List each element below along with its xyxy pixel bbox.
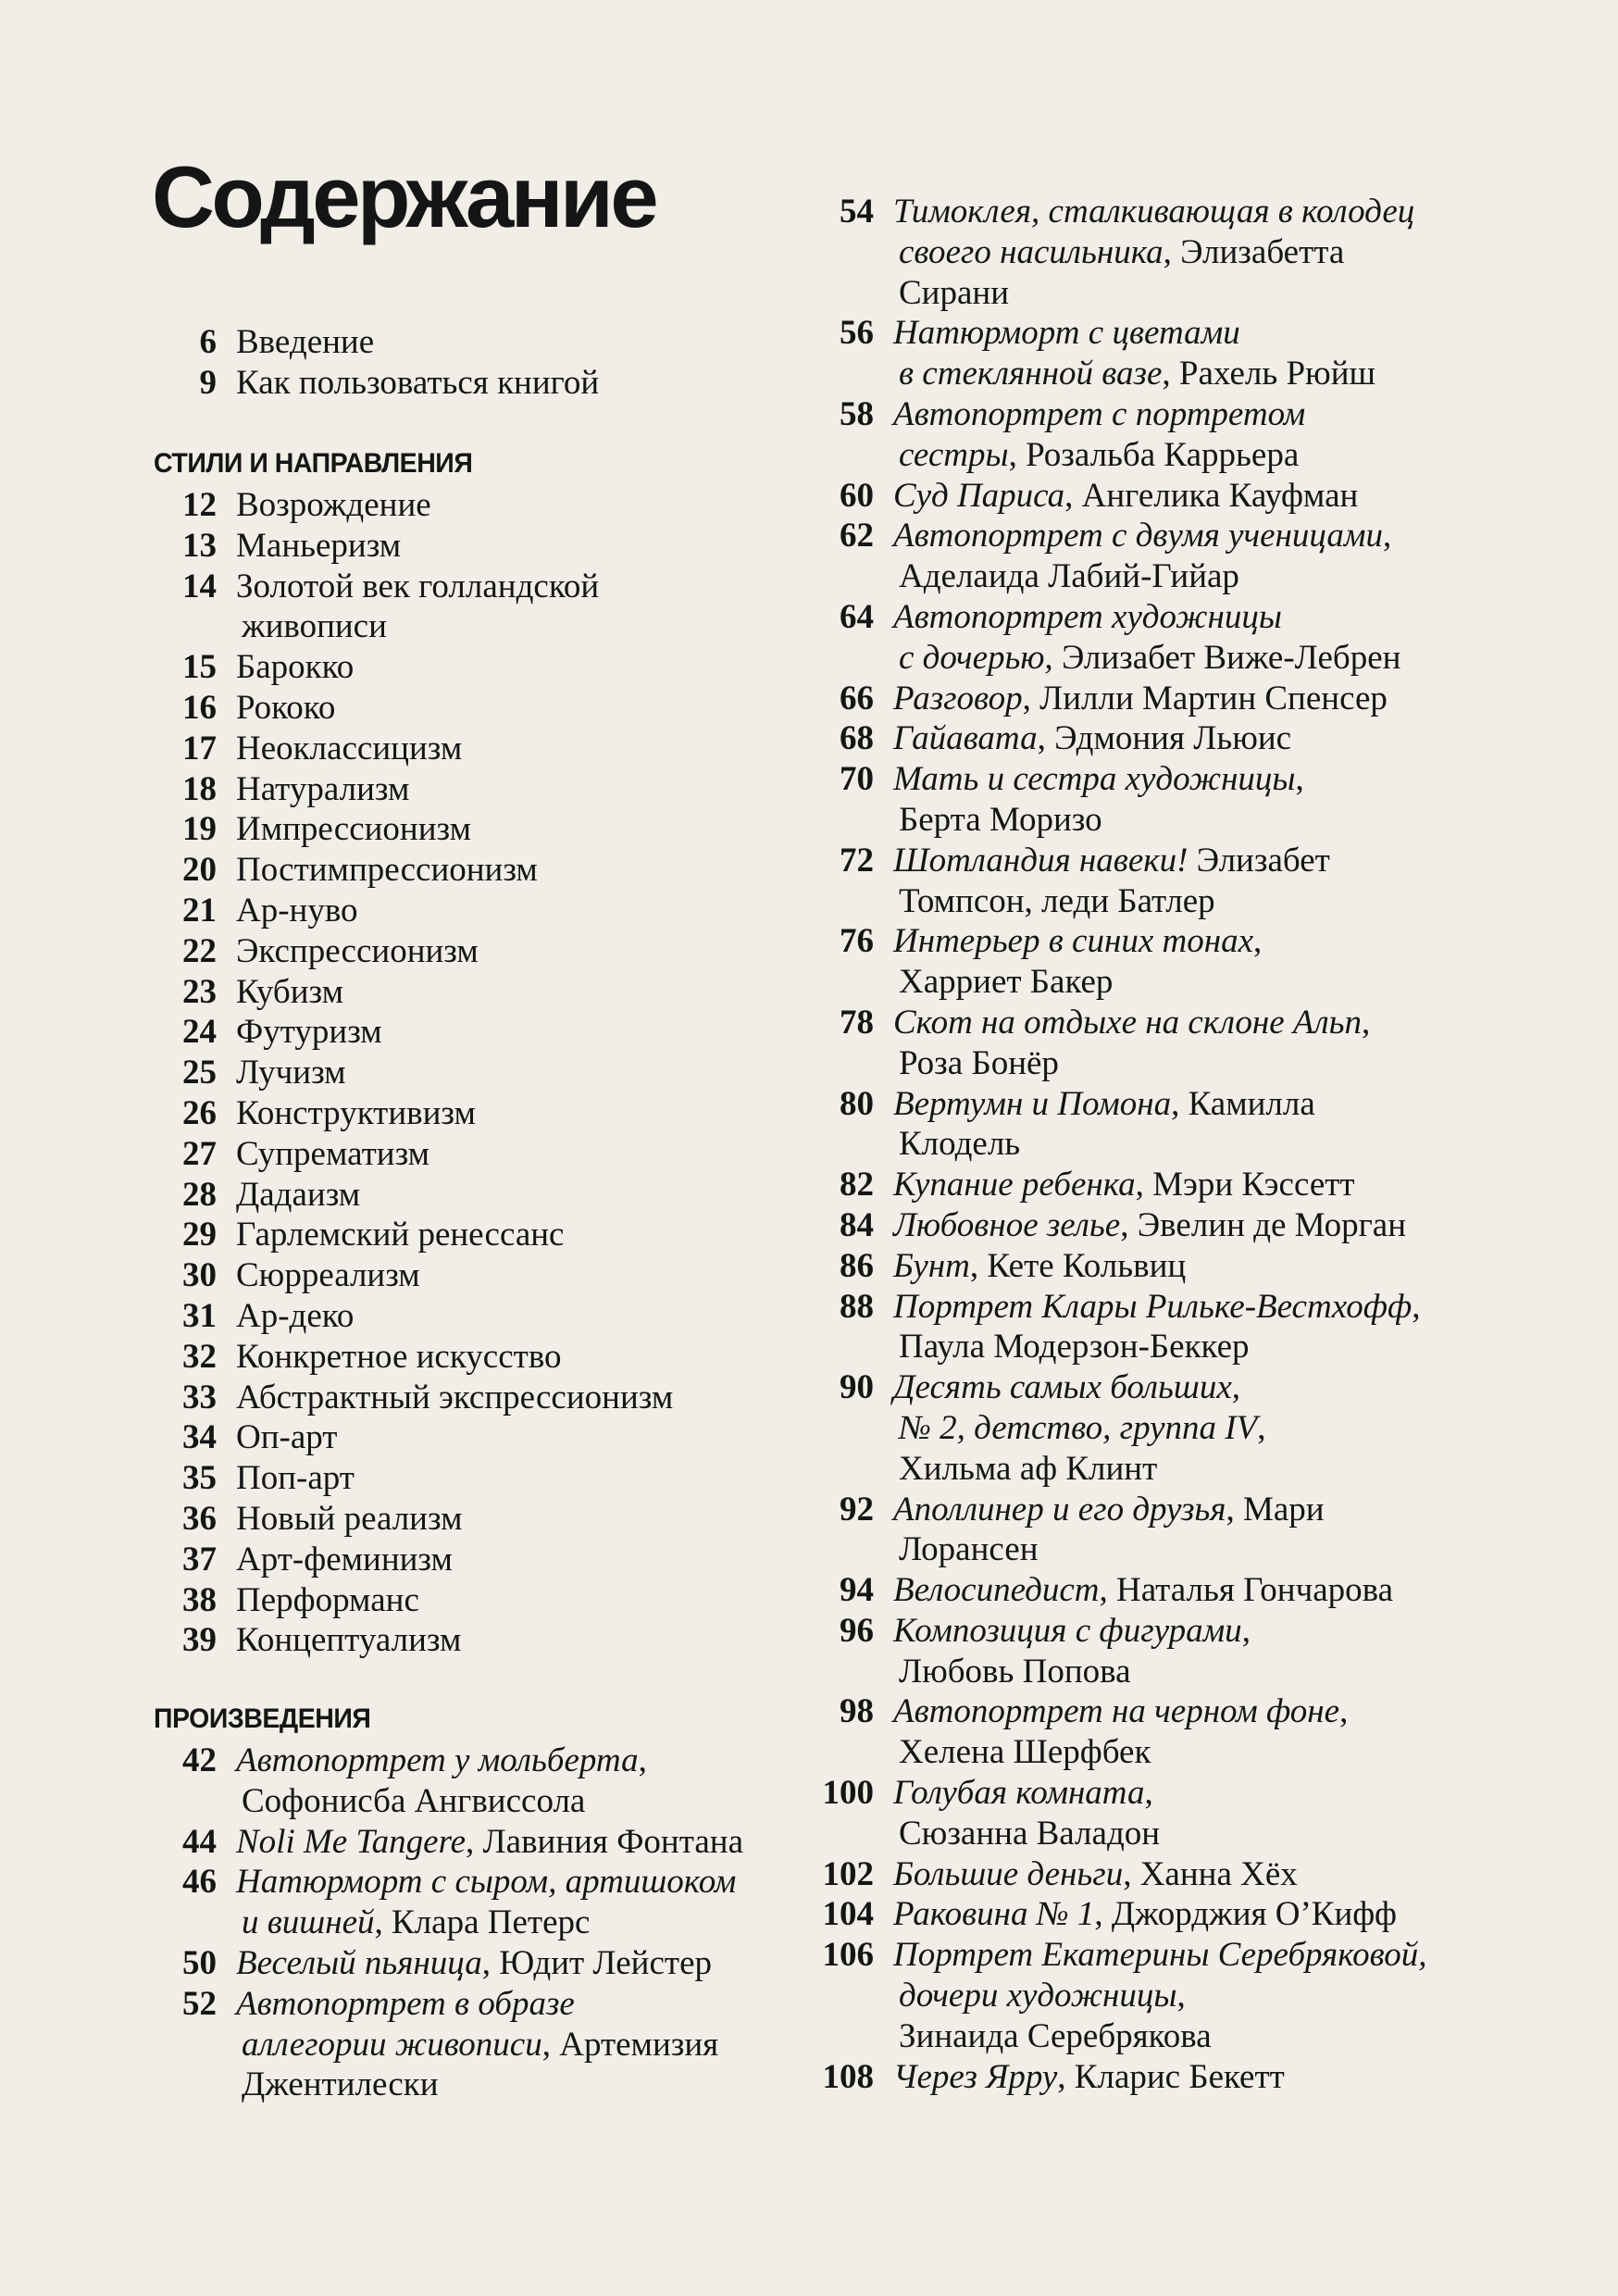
artwork-title: Бунт	[893, 1246, 970, 1285]
artwork-title: Натюрморт с сыром, артишоком	[236, 1863, 737, 1902]
toc-entry-continuation	[811, 354, 1426, 394]
toc-entry-continuation	[811, 638, 1426, 679]
page-number: 38	[182, 1580, 217, 1619]
toc-entry	[154, 1620, 673, 1661]
toc-entry-continuation	[154, 606, 673, 647]
artwork-title: Портрет Клары Рильке-Вестхофф	[893, 1287, 1413, 1326]
artwork-title: Автопортрет у мольберта	[236, 1741, 639, 1779]
page-number: 84	[840, 1205, 874, 1244]
entry-text: ,	[1257, 1408, 1266, 1447]
page-number: 25	[182, 1054, 217, 1092]
toc-entry	[811, 2057, 1426, 2098]
toc-entry-continuation	[811, 1652, 1426, 1692]
page-number: 21	[182, 891, 217, 930]
toc-entry	[154, 1822, 743, 1863]
page-number: 18	[182, 769, 217, 808]
entry-text: , Артемизия	[541, 2025, 719, 2064]
entry-text: Маньеризм	[236, 526, 402, 565]
toc-entry	[154, 809, 673, 850]
entry-text: Поп-арт	[236, 1459, 355, 1498]
artwork-title: Гайавата	[893, 719, 1038, 758]
entry-text: Рококо	[236, 688, 336, 727]
page-number: 17	[182, 729, 217, 767]
entry-text: Конструктивизм	[236, 1093, 476, 1132]
page-number: 72	[840, 841, 874, 880]
toc-entry	[154, 1862, 743, 1903]
toc-entry	[154, 1417, 673, 1458]
entry-text: Оп-арт	[236, 1418, 338, 1457]
toc-entry	[811, 1894, 1426, 1935]
page-number: 102	[822, 1854, 874, 1893]
artwork-title: Автопортрет с портретом	[893, 394, 1306, 433]
toc-entry	[154, 769, 673, 810]
page-number: 92	[840, 1490, 874, 1529]
page-number: 108	[822, 2057, 874, 2096]
entry-text: Как пользоваться книгой	[236, 363, 600, 402]
artwork-title: Автопортрет художницы	[893, 597, 1282, 636]
toc-entry	[811, 1611, 1426, 1652]
entry-text: ,	[1241, 1611, 1251, 1650]
entry-text: Новый реализм	[236, 1499, 463, 1538]
entry-text: Дадаизм	[236, 1175, 361, 1214]
page-number: 26	[182, 1093, 217, 1132]
artwork-title: № 2, детство, группа IV	[899, 1408, 1258, 1447]
artwork-title: сестры	[899, 435, 1009, 474]
entry-text: Ар-деко	[236, 1296, 355, 1335]
toc-entry-continuation	[811, 273, 1426, 314]
entry-text: ,	[638, 1741, 647, 1779]
entry-text: Харриет Бакер	[899, 963, 1114, 1002]
entry-text: Экспрессионизм	[236, 931, 479, 970]
entry-text: , Камилла	[1171, 1084, 1315, 1123]
entry-text: , Эвелин де Морган	[1120, 1205, 1406, 1244]
entry-text: , Мэри Кэссетт	[1135, 1166, 1355, 1204]
toc-entry	[811, 1205, 1426, 1246]
toc-entry	[811, 313, 1426, 354]
artwork-title: Купание ребенка	[893, 1166, 1136, 1204]
entry-text: Возрождение	[236, 486, 431, 524]
page-number: 34	[182, 1418, 217, 1457]
page-number: 37	[182, 1540, 217, 1578]
entry-text: Конкретное искусство	[236, 1337, 562, 1376]
entry-text: ,	[1382, 517, 1392, 555]
section-heading-works: ПРОИЗВЕДЕНИЯ	[154, 1703, 371, 1734]
entry-text: Паула Модерзон-Беккер	[899, 1328, 1250, 1366]
page-number: 80	[840, 1084, 874, 1123]
toc-entry	[154, 1175, 673, 1216]
artwork-title: Через Ярру	[893, 2057, 1058, 2096]
entry-text: , Розальба Каррьера	[1008, 435, 1300, 474]
artwork-title: своего насильника	[899, 232, 1164, 271]
artwork-title: Суд Париса	[893, 476, 1065, 515]
artwork-title: Голубая комната	[893, 1774, 1145, 1813]
page-number: 78	[840, 1003, 874, 1042]
toc-entry-continuation	[811, 1124, 1426, 1165]
page-number: 13	[182, 526, 217, 565]
page-number: 62	[840, 517, 874, 555]
artwork-title: Автопортрет на черном фоне	[893, 1692, 1340, 1731]
entry-text: , Кете Кольвиц	[969, 1246, 1187, 1285]
page-number: 16	[182, 688, 217, 727]
toc-entry-continuation	[811, 232, 1426, 273]
page-number: 82	[840, 1166, 874, 1204]
page-number: 54	[840, 193, 874, 231]
entry-text: Роза Бонёр	[899, 1043, 1059, 1082]
entry-text: ,	[1144, 1774, 1153, 1813]
toc-entry	[811, 192, 1426, 232]
page-number: 98	[840, 1692, 874, 1731]
entry-text: ,	[1253, 922, 1263, 961]
toc-entry	[154, 526, 673, 567]
entry-text: живописи	[242, 607, 387, 646]
toc-entry	[811, 1287, 1426, 1328]
toc-entry	[154, 1458, 673, 1499]
entry-text: , Наталья Гончарова	[1099, 1571, 1394, 1610]
entry-text: ,	[1362, 1003, 1371, 1042]
artwork-title: в стеклянной вазе	[899, 355, 1163, 393]
entry-text: Барокко	[236, 648, 355, 687]
artwork-title: Автопортрет с двумя ученицами	[893, 517, 1383, 555]
toc-entry	[154, 729, 673, 769]
toc-entry	[154, 1540, 673, 1580]
entry-text: ,	[1176, 1977, 1186, 2015]
toc-entry	[811, 1854, 1426, 1895]
page-number: 24	[182, 1013, 217, 1052]
entry-text: Введение	[236, 323, 375, 361]
artwork-title: Большие деньги	[893, 1854, 1124, 1893]
entry-text: ,	[1339, 1692, 1349, 1731]
entry-text: ,	[1295, 760, 1304, 799]
toc-entry-continuation	[811, 1043, 1426, 1084]
page-number: 76	[840, 922, 874, 961]
toc-entry	[154, 1984, 743, 2025]
artwork-title: Веселый пьяница	[236, 1943, 482, 1982]
toc-entry	[811, 394, 1426, 435]
artwork-title: Композиция с фигурами	[893, 1611, 1242, 1650]
toc-entry	[154, 1337, 673, 1378]
page-number: 29	[182, 1216, 217, 1254]
toc-entry	[154, 485, 673, 526]
artwork-title: Натюрморт с цветами	[893, 314, 1240, 353]
toc-entry-continuation	[811, 1529, 1426, 1570]
entry-text: Золотой век голландской	[236, 567, 600, 605]
entry-text: , Джорджия О’Кифф	[1094, 1895, 1398, 1934]
artwork-title: Портрет Екатерины Серебряковой,	[893, 1936, 1427, 1975]
entry-text: , Ангелика Кауфман	[1064, 476, 1359, 515]
page-number: 20	[182, 851, 217, 890]
artwork-title: Десять самых больших,	[893, 1368, 1240, 1407]
toc-entry	[811, 1773, 1426, 1814]
entry-text: , Кларис Бекетт	[1057, 2057, 1285, 2096]
toc-entry	[154, 688, 673, 729]
toc-entry	[811, 921, 1426, 962]
toc-entry	[811, 1246, 1426, 1287]
page-number: 32	[182, 1337, 217, 1376]
page-number: 104	[822, 1895, 874, 1934]
entry-text: Джентилески	[242, 2065, 439, 2104]
toc-entry-continuation	[811, 962, 1426, 1003]
entry-text: Арт-феминизм	[236, 1540, 453, 1578]
entry-text: Зинаида Серебрякова	[899, 2016, 1212, 2055]
page-number: 19	[182, 810, 217, 849]
toc-entry	[154, 1378, 673, 1418]
artwork-title: Велосипедист	[893, 1571, 1100, 1610]
page-number: 88	[840, 1287, 874, 1326]
toc-entry	[154, 363, 599, 404]
works-list-left	[154, 1741, 743, 2105]
toc-entry-continuation	[811, 800, 1426, 841]
toc-entry	[811, 1367, 1426, 1408]
entry-text: , Рахель Рюйш	[1162, 355, 1375, 393]
toc-entry	[811, 1490, 1426, 1530]
page-number: 27	[182, 1134, 217, 1173]
toc-entry-continuation	[811, 556, 1426, 597]
artwork-title: Noli Me Tangere	[236, 1822, 467, 1861]
page-number: 36	[182, 1499, 217, 1538]
toc-entry-continuation	[154, 2025, 743, 2065]
entry-text: Хелена Шерфбек	[899, 1733, 1151, 1772]
toc-entry-continuation	[811, 1449, 1426, 1490]
page-number: 28	[182, 1175, 217, 1214]
page-number: 12	[182, 486, 217, 524]
toc-entry	[811, 841, 1426, 881]
entry-text: Любовь Попова	[899, 1652, 1131, 1691]
page-number: 9	[199, 363, 217, 402]
toc-entry	[154, 972, 673, 1013]
entry-text: Концептуализм	[236, 1621, 462, 1660]
entry-text: Постимпрессионизм	[236, 851, 538, 890]
entry-text: , Лавиния Фонтана	[466, 1822, 744, 1861]
entry-text: Аделаида Лабий-Гийар	[899, 557, 1239, 596]
entry-text: Хильма аф Клинт	[899, 1449, 1158, 1488]
entry-text: Томпсон, леди Батлер	[899, 881, 1215, 920]
page-number: 100	[822, 1774, 874, 1813]
artwork-title: Разговор	[893, 679, 1023, 718]
page-number: 68	[840, 719, 874, 758]
artwork-title: Раковина № 1	[893, 1895, 1095, 1934]
toc-entry	[811, 476, 1426, 517]
page-number: 30	[182, 1256, 217, 1295]
page-number: 58	[840, 394, 874, 433]
toc-entry	[154, 1741, 743, 1781]
entry-text: , Ханна Хёх	[1123, 1854, 1298, 1893]
artwork-title: Автопортрет в образе	[236, 1984, 575, 2023]
toc-entry	[154, 891, 673, 931]
entry-text: Абстрактный экспрессионизм	[236, 1378, 674, 1416]
toc-entry	[811, 718, 1426, 759]
artwork-title: Мать и сестра художницы	[893, 760, 1296, 799]
page-number: 14	[182, 567, 217, 605]
toc-entry	[811, 1691, 1426, 1732]
entry-text: Кубизм	[236, 972, 344, 1011]
page-number: 46	[182, 1863, 217, 1902]
toc-entry	[154, 1255, 673, 1296]
page-number: 66	[840, 679, 874, 718]
entry-text: Лучизм	[236, 1054, 346, 1092]
page-number: 31	[182, 1296, 217, 1335]
entry-text: , Лилли Мартин Спенсер	[1022, 679, 1388, 718]
page-number: 60	[840, 476, 874, 515]
page-number: 106	[822, 1936, 874, 1975]
toc-entry	[154, 1093, 673, 1134]
toc-entry	[154, 1580, 673, 1621]
entry-text: Футуризм	[236, 1013, 382, 1052]
section-heading-styles: СТИЛИ И НАПРАВЛЕНИЯ	[154, 448, 473, 479]
toc-entry	[811, 597, 1426, 638]
entry-text: , Клара Петерс	[374, 1903, 591, 1942]
entry-text: Ар-нуво	[236, 891, 358, 930]
entry-text: Натурализм	[236, 769, 410, 808]
page-number: 33	[182, 1378, 217, 1416]
artwork-title: Шотландия навеки!	[893, 841, 1189, 880]
toc-entry	[154, 1943, 743, 1984]
page-number: 15	[182, 648, 217, 687]
entry-text: , Мари	[1226, 1490, 1325, 1529]
artwork-title: Вертумн и Помона	[893, 1084, 1172, 1123]
page-number: 50	[182, 1943, 217, 1982]
toc-entry-continuation	[811, 881, 1426, 922]
entry-text: Лорансен	[899, 1530, 1039, 1569]
toc-entry	[154, 647, 673, 688]
toc-entry	[154, 1215, 673, 1255]
page-number: 42	[182, 1741, 217, 1779]
artwork-title: Любовное зелье	[893, 1205, 1121, 1244]
works-list-right	[811, 192, 1426, 2097]
artwork-title: с дочерью,	[899, 638, 1053, 677]
page-number: 90	[840, 1368, 874, 1407]
page-number: 52	[182, 1984, 217, 2023]
toc-entry-continuation	[811, 1732, 1426, 1773]
entry-text: , Элизабетта	[1163, 232, 1345, 271]
toc-entry	[154, 850, 673, 891]
toc-entry	[811, 1165, 1426, 1205]
toc-entry-continuation	[154, 1903, 743, 1943]
entry-text: Клодель	[899, 1125, 1021, 1164]
toc-entry	[811, 759, 1426, 800]
toc-entry-continuation	[811, 1976, 1426, 2016]
artwork-title: Аполлинер и его друзья	[893, 1490, 1226, 1529]
toc-entry	[154, 1012, 673, 1053]
artwork-title: Тимоклея, сталкивающая в колодец	[893, 193, 1415, 231]
toc-entry-continuation	[154, 2065, 743, 2105]
entry-text: ,	[1412, 1287, 1421, 1326]
toc-entry	[154, 1499, 673, 1540]
page-number: 39	[182, 1621, 217, 1660]
page-number: 64	[840, 597, 874, 636]
entry-text: Сюрреализм	[236, 1256, 420, 1295]
artwork-title: дочери художницы	[899, 1977, 1177, 2015]
toc-entry-continuation	[154, 1781, 743, 1822]
toc-entry-continuation	[811, 1408, 1426, 1449]
page-number: 56	[840, 314, 874, 353]
toc-entry	[154, 931, 673, 972]
page-title: Содержание	[152, 148, 656, 245]
artwork-title: и вишней	[242, 1903, 375, 1942]
entry-text: Элизабет	[1188, 841, 1330, 880]
toc-entry	[811, 679, 1426, 719]
page-number: 96	[840, 1611, 874, 1650]
entry-text: Импрессионизм	[236, 810, 472, 849]
page-number: 94	[840, 1571, 874, 1610]
toc-entry-continuation	[811, 435, 1426, 476]
entry-text: , Юдит Лейстер	[481, 1943, 712, 1982]
page-number: 70	[840, 760, 874, 799]
entry-text: Перформанс	[236, 1580, 419, 1619]
entry-text: Элизабет Виже-Лебрен	[1052, 638, 1401, 677]
toc-entry	[154, 1053, 673, 1093]
styles-list	[154, 485, 673, 1661]
toc-entry	[154, 1134, 673, 1175]
artwork-title: Скот на отдыхе на склоне Альп	[893, 1003, 1363, 1042]
toc-entry	[811, 1570, 1426, 1611]
page-number: 44	[182, 1822, 217, 1861]
toc-entry-continuation	[811, 1327, 1426, 1367]
entry-text: Сюзанна Валадон	[899, 1814, 1161, 1853]
toc-entry	[811, 1084, 1426, 1125]
toc-entry	[154, 567, 673, 607]
entry-text: Софонисба Ангвиссола	[242, 1781, 586, 1820]
toc-entry-continuation	[811, 1814, 1426, 1854]
toc-entry	[154, 1296, 673, 1337]
artwork-title: Интерьер в синих тонах	[893, 922, 1253, 961]
page-number: 6	[199, 323, 217, 361]
entry-text: Сирани	[899, 273, 1010, 312]
page-number: 23	[182, 972, 217, 1011]
intro-list	[154, 322, 599, 404]
entry-text: , Эдмония Льюис	[1037, 719, 1292, 758]
page-number: 22	[182, 931, 217, 970]
page-number: 35	[182, 1459, 217, 1498]
entry-text: Гарлемский ренессанс	[236, 1216, 565, 1254]
toc-entry	[811, 1003, 1426, 1043]
toc-entry-continuation	[811, 2016, 1426, 2057]
toc-entry	[811, 516, 1426, 556]
entry-text: Неоклассицизм	[236, 729, 463, 767]
entry-text: Супрематизм	[236, 1134, 430, 1173]
entry-text: Берта Моризо	[899, 800, 1102, 839]
page-number: 86	[840, 1246, 874, 1285]
toc-entry	[811, 1935, 1426, 1976]
toc-entry	[154, 322, 599, 363]
artwork-title: аллегории живописи	[242, 2025, 542, 2064]
